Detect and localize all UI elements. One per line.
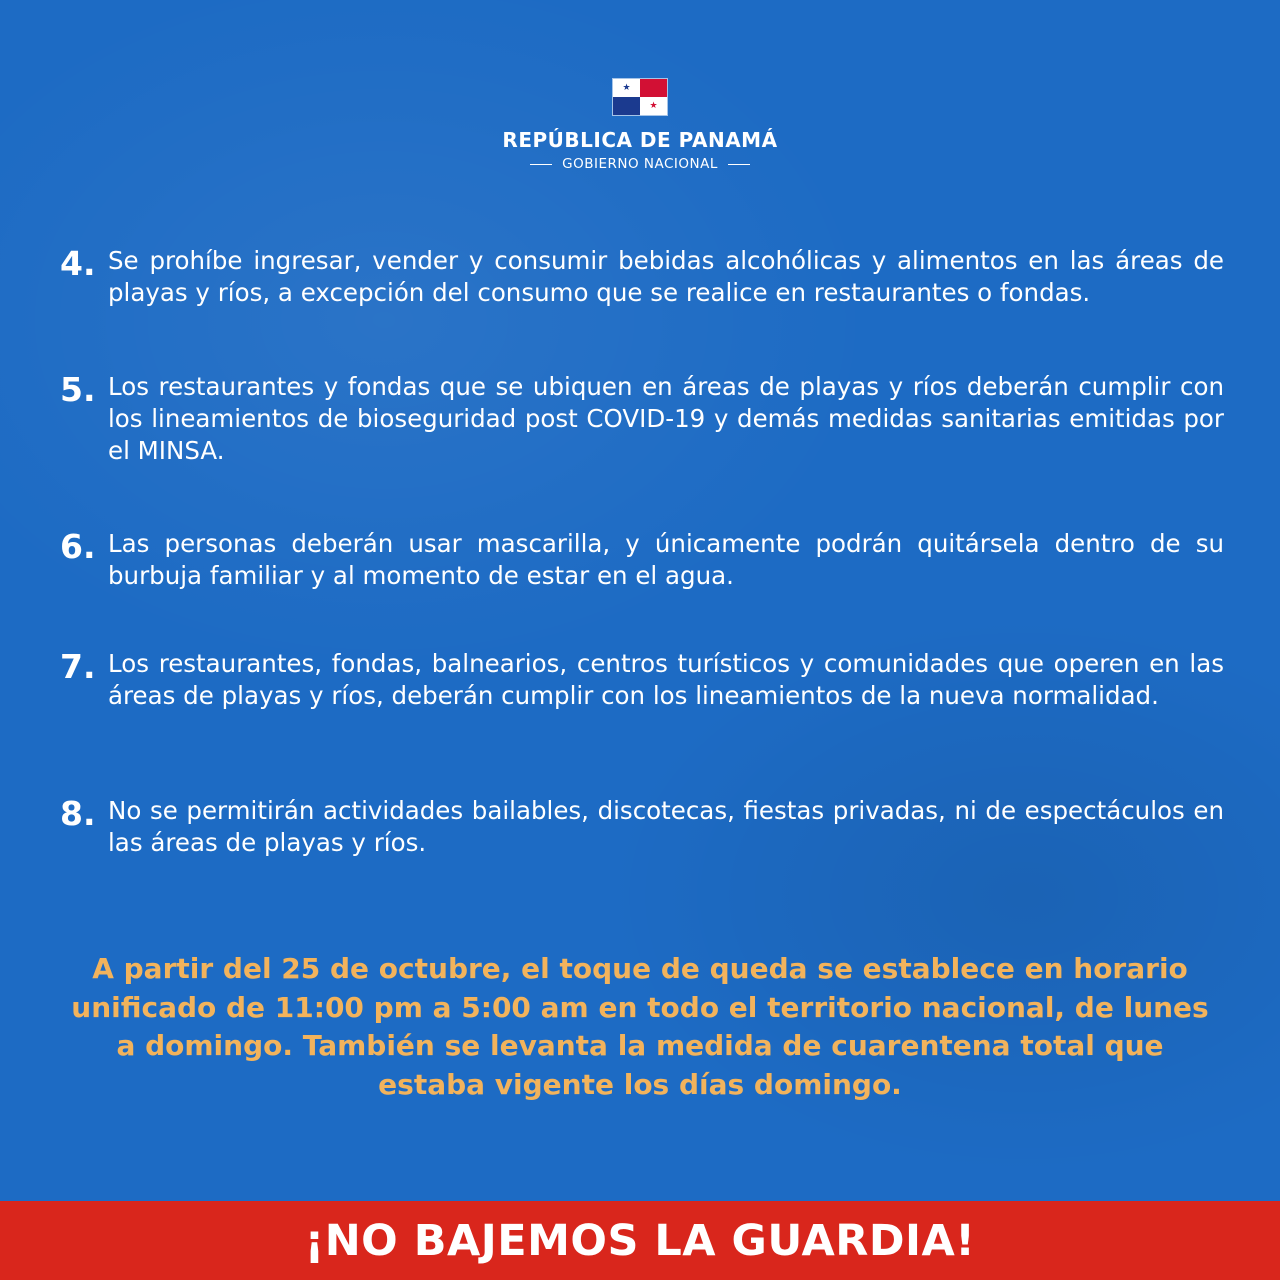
flag-star-red-icon: ★ xyxy=(640,97,667,115)
measure-text: Los restaurantes, fondas, balnearios, centros turísticos y comunidades que operen en las áreas de playas y ríos, deberán cumplir con los lineamientos de la nueva normalidad. xyxy=(108,649,1224,710)
subtitle-text: GOBIERNO NACIONAL xyxy=(562,156,718,172)
measure-text: Se prohíbe ingresar, vender y consumir bebidas alcohólicas y alimentos en las áreas de playas y ríos, a excepción del consumo que se realice en restaurantes o fondas. xyxy=(108,246,1224,307)
measure-item-4 xyxy=(60,245,1224,309)
measure-number: 5. xyxy=(60,370,96,409)
measure-item-6 xyxy=(60,528,1224,592)
measure-number: 4. xyxy=(60,244,96,283)
government-subtitle xyxy=(0,156,1280,172)
flag-red-quarter xyxy=(640,79,667,97)
measure-item-7 xyxy=(60,648,1224,712)
republic-title: REPÚBLICA DE PANAMÁ xyxy=(502,128,778,152)
header xyxy=(0,78,1280,172)
measure-number: 8. xyxy=(60,794,96,833)
flag-star-blue-icon: ★ xyxy=(613,79,640,97)
subtitle-divider-left xyxy=(530,164,552,165)
flag-blue-quarter xyxy=(613,97,640,115)
measure-text: Los restaurantes y fondas que se ubiquen en áreas de playas y ríos deberán cumplir con los lineamientos de bioseguridad post COVID-19 y demás medidas sanitarias emitidas por el MINSA. xyxy=(108,372,1224,465)
measure-item-8 xyxy=(60,795,1224,859)
measure-number: 6. xyxy=(60,527,96,566)
curfew-notice: A partir del 25 de octubre, el toque de queda se establece en horario unificado de 11:00 pm a 5:00 am en todo el territorio nacional, de lunes a domingo. También se levanta la medida de cuarentena total que estaba vigente los días domingo. xyxy=(71,952,1209,1101)
measure-item-5 xyxy=(60,371,1224,467)
measure-text: No se permitirán actividades bailables, discotecas, fiestas privadas, ni de espectáculos en las áreas de playas y ríos. xyxy=(108,796,1224,857)
measure-number: 7. xyxy=(60,647,96,686)
footer-slogan: ¡NO BAJEMOS LA GUARDIA! xyxy=(304,1215,976,1266)
subtitle-divider-right xyxy=(728,164,750,165)
panama-flag-icon xyxy=(612,78,668,116)
measure-text: Las personas deberán usar mascarilla, y únicamente podrán quitársela dentro de su burbuja familiar y al momento de estar en el agua. xyxy=(108,529,1224,590)
footer-banner xyxy=(0,1201,1280,1280)
